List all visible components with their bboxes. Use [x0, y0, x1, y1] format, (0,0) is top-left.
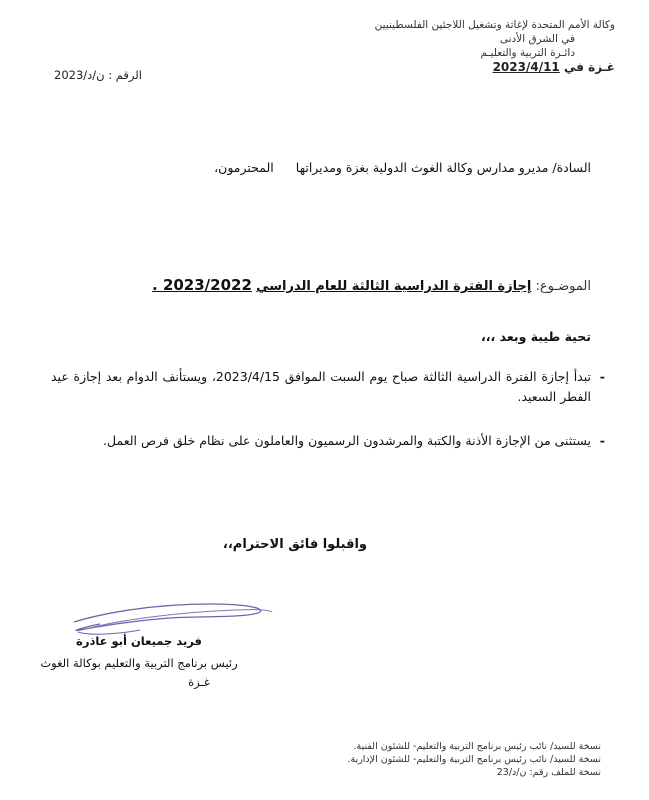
- signatory-title: رئيس برنامج التربية والتعليم بوكالة الغوث: [40, 656, 238, 670]
- date-label: غـزة في: [563, 60, 615, 74]
- date-value: 2023/4/11: [492, 60, 560, 74]
- org-name-line1: وكالة الأمم المتحدة لإغاثة وتشغيل اللاجئين الفلسطينيين: [374, 19, 615, 31]
- bullet-text: يستثنى من الإجازة الأذنة والكتبة والمرشدون الرسميون والعاملون على نظام خلق فرص العمل.: [103, 433, 591, 448]
- copy-line: نسخة للسيد/ نائب رئيس برنامج التربية والتعليم- للشئون الإدارية.: [347, 754, 601, 765]
- addressee-text: السادة/ مديرو مدارس وكالة الغوث الدولية بغزة ومديراتها: [295, 160, 591, 175]
- subject-line: [152, 276, 591, 294]
- closing-line: واقبلوا فائق الاحترام،،: [222, 537, 367, 552]
- bullet-dash: -: [599, 369, 605, 384]
- bullet-text: تبدأ إجازة الفترة الدراسية الثالثة صباح يوم السبت الموافق 2023/4/15، ويستأنف الدوام بعد إجازة عيد الفطر السعيد.: [51, 369, 591, 404]
- department-name: دائـرة التربية والتعليـم: [480, 47, 575, 59]
- bullet-dash: -: [599, 433, 605, 448]
- subject-year: 2023/2022 .: [152, 276, 252, 294]
- subject-label: الموضـوع:: [535, 279, 591, 294]
- bullet-item: [51, 431, 605, 451]
- copies-list: [347, 740, 601, 779]
- letter-date: [375, 60, 615, 74]
- signatory-city: غـزة: [188, 675, 210, 689]
- addressee: [214, 160, 591, 175]
- bullet-item: [51, 367, 605, 407]
- greeting: تحية طيبة وبعد ،،،: [481, 329, 591, 344]
- signatory-name: فريد جميعان أبو عاذرة: [76, 634, 202, 648]
- copy-line: نسخة للملف رقم: ن/د/23: [496, 767, 601, 778]
- reference-number: الرقم : ن/د/2023: [54, 68, 142, 82]
- addressee-honorific: المحترمون،: [214, 160, 274, 175]
- copy-line: نسخة للسيد/ نائب رئيس برنامج التربية والتعليم- للشئون الفنية.: [353, 741, 601, 752]
- letterhead: [375, 18, 615, 74]
- org-name-line2: في الشرق الأدنى: [499, 33, 575, 45]
- subject-text: إجازة الفترة الدراسية الثالثة للعام الدراسي: [256, 279, 532, 294]
